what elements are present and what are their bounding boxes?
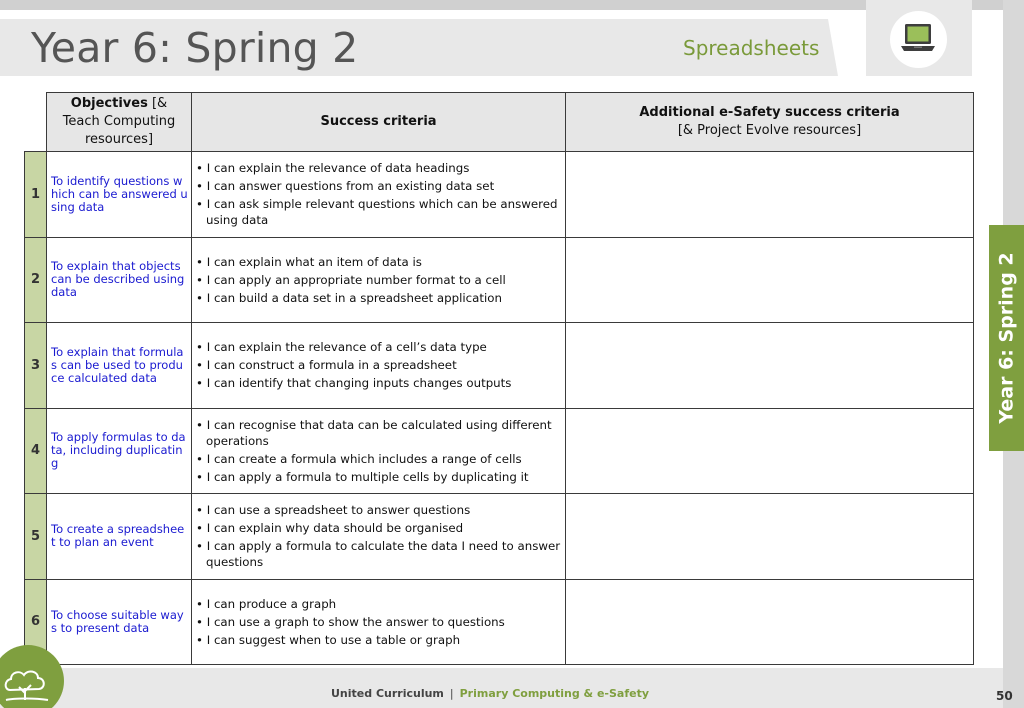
criteria-item: • I can use a graph to show the answer to questions [196, 614, 561, 630]
esafety-criteria-cell [566, 408, 974, 494]
tree-logo-graphic [0, 660, 56, 708]
success-criteria-cell [192, 152, 566, 238]
criteria-item: • I can apply an appropriate number format to a cell [196, 272, 561, 288]
criteria-item: • I can explain what an item of data is [196, 254, 561, 270]
header-objectives-bold: Objectives [70, 96, 148, 111]
criteria-item: • I can build a data set in a spreadsheet application [196, 290, 561, 306]
objective-link[interactable]: To identify questions which can be answered using data [47, 152, 192, 238]
criteria-list [196, 160, 561, 228]
objective-link[interactable]: To explain that objects can be described using data [47, 237, 192, 323]
header-objectives [47, 93, 192, 152]
criteria-list [196, 502, 561, 570]
row-number: 4 [25, 408, 47, 494]
header-objectives-rest: [& Teach Computing resources] [62, 96, 176, 147]
row-number: 2 [25, 237, 47, 323]
side-tab-label: Year 6: Spring 2 [995, 252, 1018, 424]
criteria-item: • I can create a formula which includes a range of cells [196, 451, 561, 467]
criteria-item: • I can explain the relevance of a cell’s data type [196, 339, 561, 355]
table-corner [25, 93, 47, 152]
criteria-item: • I can ask simple relevant questions which can be answered using data [196, 196, 561, 228]
footer-subject: Primary Computing & e-Safety [459, 687, 650, 700]
esafety-criteria-cell [566, 237, 974, 323]
objective-link[interactable]: To apply formulas to data, including duplicating [47, 408, 192, 494]
row-number: 5 [25, 494, 47, 580]
objective-link[interactable]: To create a spreadsheet to plan an event [47, 494, 192, 580]
criteria-item: • I can explain the relevance of data headings [196, 160, 561, 176]
esafety-criteria-cell [566, 323, 974, 409]
header-success [192, 93, 566, 152]
table-row [25, 408, 974, 494]
header-success-label: Success criteria [320, 114, 437, 129]
topic-label: Spreadsheets [683, 36, 820, 60]
esafety-criteria-cell [566, 579, 974, 665]
success-criteria-cell [192, 323, 566, 409]
success-criteria-cell [192, 579, 566, 665]
footer-org: United Curriculum [331, 687, 444, 700]
table-row [25, 152, 974, 238]
table-row [25, 237, 974, 323]
page-number: 50 [996, 689, 1013, 703]
criteria-item: • I can recognise that data can be calculated using different operations [196, 417, 561, 449]
header-esafety-rest: [& Project Evolve resources] [677, 123, 862, 138]
success-criteria-cell [192, 237, 566, 323]
criteria-item: • I can construct a formula in a spreadsheet [196, 357, 561, 373]
criteria-item: • I can apply a formula to multiple cells by duplicating it [196, 469, 561, 485]
footer-text [331, 687, 649, 700]
table-row [25, 494, 974, 580]
row-number: 3 [25, 323, 47, 409]
criteria-list [196, 339, 561, 391]
criteria-list [196, 254, 561, 306]
footer-separator: | [449, 687, 454, 700]
table-row [25, 579, 974, 665]
header-esafety [566, 93, 974, 152]
esafety-criteria-cell [566, 494, 974, 580]
laptop-icon [899, 20, 937, 56]
criteria-item: • I can produce a graph [196, 596, 561, 612]
criteria-item: • I can identify that changing inputs changes outputs [196, 375, 561, 391]
success-criteria-cell [192, 494, 566, 580]
criteria-item: • I can explain why data should be organised [196, 520, 561, 536]
criteria-item: • I can use a spreadsheet to answer questions [196, 502, 561, 518]
success-criteria-cell [192, 408, 566, 494]
header-esafety-bold: Additional e-Safety success criteria [639, 105, 900, 120]
table-row [25, 323, 974, 409]
objectives-table [24, 92, 974, 665]
side-tab-label-wrap [989, 225, 1024, 451]
row-number: 1 [25, 152, 47, 238]
row-number: 6 [25, 579, 47, 665]
esafety-criteria-cell [566, 152, 974, 238]
objective-link[interactable]: To explain that formulas can be used to produce calculated data [47, 323, 192, 409]
criteria-list [196, 417, 561, 485]
criteria-list [196, 596, 561, 648]
objective-link[interactable]: To choose suitable ways to present data [47, 579, 192, 665]
criteria-item: • I can answer questions from an existing data set [196, 178, 561, 194]
page-title: Year 6: Spring 2 [31, 24, 359, 72]
criteria-item: • I can apply a formula to calculate the data I need to answer questions [196, 538, 561, 570]
criteria-item: • I can suggest when to use a table or graph [196, 632, 561, 648]
